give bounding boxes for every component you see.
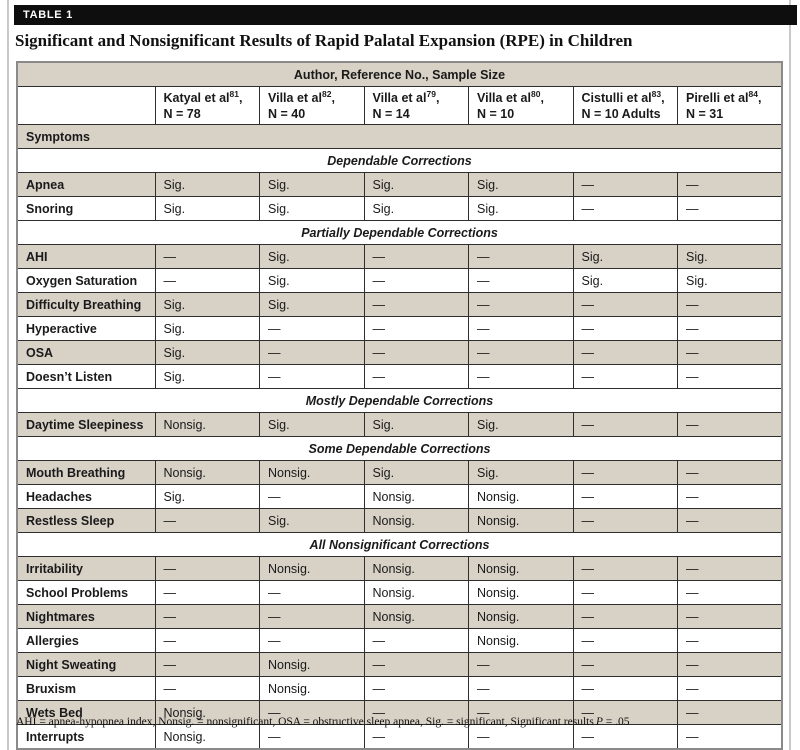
result-cell: —: [260, 629, 365, 653]
symptom-row: [17, 653, 782, 677]
symptom-name-cell: Allergies: [17, 629, 155, 653]
author-comma: ,: [238, 91, 243, 106]
result-cell: —: [678, 509, 783, 533]
table-title: Significant and Nonsignificant Results of Rapid Palatal Expansion (RPE) in Children: [15, 31, 633, 50]
result-cell: —: [678, 341, 783, 365]
result-cell: Sig.: [260, 413, 365, 437]
result-cell: Sig.: [678, 245, 783, 269]
results-table-body: [17, 62, 782, 749]
symptom-row: [17, 725, 782, 750]
result-cell: —: [364, 653, 469, 677]
symptom-name-cell: Irritability: [17, 557, 155, 581]
result-cell: Nonsig.: [469, 509, 574, 533]
result-cell: Sig.: [573, 245, 678, 269]
author-cell: [573, 87, 678, 125]
result-cell: —: [678, 629, 783, 653]
result-cell: —: [678, 605, 783, 629]
result-cell: Sig.: [469, 173, 574, 197]
result-cell: —: [573, 461, 678, 485]
result-cell: —: [573, 629, 678, 653]
symptom-row: [17, 557, 782, 581]
result-cell: —: [260, 725, 365, 750]
result-cell: —: [364, 293, 469, 317]
result-cell: —: [678, 701, 783, 725]
result-cell: —: [678, 173, 783, 197]
symptom-name-cell: AHI: [17, 245, 155, 269]
author-ref: 82: [321, 89, 332, 99]
result-cell: Nonsig.: [260, 653, 365, 677]
result-cell: —: [155, 509, 260, 533]
result-cell: —: [364, 701, 469, 725]
author-sample: N = 10 Adults: [581, 106, 661, 121]
result-cell: —: [678, 365, 783, 389]
result-cell: —: [469, 365, 574, 389]
symptom-name-cell: Oxygen Saturation: [17, 269, 155, 293]
result-cell: —: [573, 365, 678, 389]
table-number-label: TABLE 1: [23, 9, 73, 21]
result-cell: —: [155, 677, 260, 701]
page-edge-right: [789, 0, 791, 750]
result-cell: —: [573, 413, 678, 437]
result-cell: Nonsig.: [364, 509, 469, 533]
result-cell: —: [573, 605, 678, 629]
section-header-cell: All Nonsignificant Corrections: [17, 533, 782, 557]
author-comma: ,: [540, 91, 544, 106]
symptom-row: [17, 461, 782, 485]
result-cell: —: [364, 245, 469, 269]
author-name: Villa et al: [268, 91, 322, 106]
result-cell: —: [469, 269, 574, 293]
result-cell: Sig.: [364, 461, 469, 485]
result-cell: Sig.: [155, 293, 260, 317]
result-cell: —: [260, 317, 365, 341]
symptom-name-cell: Snoring: [17, 197, 155, 221]
result-cell: —: [469, 701, 574, 725]
result-cell: —: [260, 485, 365, 509]
result-cell: —: [260, 605, 365, 629]
result-cell: —: [678, 413, 783, 437]
result-cell: Sig.: [260, 293, 365, 317]
author-name: Katyal et al: [163, 91, 230, 106]
result-cell: —: [155, 269, 260, 293]
result-cell: Nonsig.: [155, 461, 260, 485]
result-cell: —: [364, 269, 469, 293]
author-comma: ,: [331, 91, 335, 106]
author-comma: ,: [758, 91, 762, 106]
result-cell: Sig.: [155, 197, 260, 221]
author-cell: [155, 87, 260, 125]
result-cell: —: [573, 653, 678, 677]
result-cell: —: [364, 629, 469, 653]
result-cell: Sig.: [364, 197, 469, 221]
symptom-name-cell: School Problems: [17, 581, 155, 605]
symptom-name-cell: OSA: [17, 341, 155, 365]
result-cell: —: [155, 557, 260, 581]
symptoms-row: [17, 125, 782, 149]
result-cell: —: [678, 317, 783, 341]
result-cell: Sig.: [155, 341, 260, 365]
symptom-row: [17, 293, 782, 317]
symptom-name-cell: Daytime Sleepiness: [17, 413, 155, 437]
author-comma: ,: [435, 91, 440, 106]
symptom-name-cell: Bruxism: [17, 677, 155, 701]
result-cell: Nonsig.: [469, 629, 574, 653]
result-cell: —: [678, 557, 783, 581]
symptom-name-cell: Nightmares: [17, 605, 155, 629]
author-comma: ,: [661, 91, 665, 106]
result-cell: —: [364, 725, 469, 750]
author-ref: 84: [748, 89, 758, 99]
result-cell: —: [155, 605, 260, 629]
symptom-row: [17, 605, 782, 629]
result-cell: Nonsig.: [364, 485, 469, 509]
author-cell: [260, 87, 365, 125]
result-cell: Sig.: [364, 173, 469, 197]
author-name: Cistulli et al: [581, 91, 652, 106]
author-name: Villa et al: [477, 91, 531, 106]
result-cell: —: [260, 365, 365, 389]
result-cell: Sig.: [260, 173, 365, 197]
section-header-row: [17, 533, 782, 557]
result-cell: —: [573, 341, 678, 365]
symptom-name-cell: Hyperactive: [17, 317, 155, 341]
span-header-row: [17, 62, 782, 87]
corner-cell: [17, 87, 155, 125]
result-cell: Nonsig.: [469, 605, 574, 629]
symptom-name-cell: Wets Bed: [17, 701, 155, 725]
symptom-row: [17, 245, 782, 269]
section-header-row: [17, 221, 782, 245]
symptoms-header-cell: Symptoms: [17, 125, 782, 149]
result-cell: —: [573, 509, 678, 533]
symptom-row: [17, 173, 782, 197]
author-sample: N = 78: [163, 106, 201, 121]
result-cell: —: [364, 341, 469, 365]
symptom-name-cell: Doesn’t Listen: [17, 365, 155, 389]
section-header-row: [17, 149, 782, 173]
result-cell: Nonsig.: [364, 581, 469, 605]
result-cell: —: [678, 485, 783, 509]
result-cell: —: [678, 461, 783, 485]
author-ref: 80: [530, 89, 541, 99]
symptom-row: [17, 629, 782, 653]
result-cell: Nonsig.: [155, 413, 260, 437]
result-cell: Sig.: [155, 485, 260, 509]
result-cell: —: [155, 581, 260, 605]
section-header-cell: Partially Dependable Corrections: [17, 221, 782, 245]
result-cell: Sig.: [155, 317, 260, 341]
symptom-row: [17, 485, 782, 509]
result-cell: Nonsig.: [469, 581, 574, 605]
result-cell: —: [469, 653, 574, 677]
result-cell: Sig.: [260, 245, 365, 269]
result-cell: Nonsig.: [364, 605, 469, 629]
symptom-name-cell: Mouth Breathing: [17, 461, 155, 485]
result-cell: —: [573, 197, 678, 221]
result-cell: —: [573, 173, 678, 197]
table-footnote: [16, 716, 791, 728]
symptom-row: [17, 269, 782, 293]
result-cell: —: [573, 725, 678, 750]
result-cell: —: [573, 557, 678, 581]
section-header-cell: Some Dependable Corrections: [17, 437, 782, 461]
result-cell: —: [469, 317, 574, 341]
result-cell: Sig.: [469, 197, 574, 221]
symptom-name-cell: Apnea: [17, 173, 155, 197]
result-cell: —: [260, 701, 365, 725]
result-cell: —: [678, 653, 783, 677]
result-cell: —: [678, 725, 783, 750]
result-cell: Sig.: [260, 509, 365, 533]
result-cell: Sig.: [155, 365, 260, 389]
page-edge-left: [7, 0, 9, 750]
author-ref: 81: [229, 89, 239, 99]
author-ref: 83: [651, 89, 662, 99]
symptom-name-cell: Interrupts: [17, 725, 155, 750]
result-cell: —: [469, 677, 574, 701]
result-cell: —: [678, 677, 783, 701]
result-cell: Nonsig.: [260, 677, 365, 701]
result-cell: Nonsig.: [260, 461, 365, 485]
symptom-name-cell: Difficulty Breathing: [17, 293, 155, 317]
result-cell: —: [573, 317, 678, 341]
result-cell: Sig.: [260, 269, 365, 293]
author-cell: [678, 87, 783, 125]
result-cell: —: [260, 341, 365, 365]
result-cell: Sig.: [678, 269, 783, 293]
table-number-banner: [14, 5, 797, 25]
result-cell: —: [364, 365, 469, 389]
result-cell: —: [678, 581, 783, 605]
footnote-suffix: = .05: [602, 716, 630, 728]
author-cell: [469, 87, 574, 125]
author-sample: N = 10: [477, 106, 515, 121]
result-cell: —: [678, 197, 783, 221]
author-sample: N = 14: [372, 106, 410, 121]
result-cell: —: [573, 293, 678, 317]
authors-row: [17, 87, 782, 125]
result-cell: Nonsig.: [155, 725, 260, 750]
result-cell: —: [469, 725, 574, 750]
span-header-cell: Author, Reference No., Sample Size: [17, 62, 782, 87]
result-cell: —: [469, 341, 574, 365]
result-cell: —: [260, 581, 365, 605]
result-cell: —: [155, 629, 260, 653]
result-cell: —: [573, 581, 678, 605]
footnote-p: P: [595, 716, 603, 728]
section-header-cell: Dependable Corrections: [17, 149, 782, 173]
symptom-row: [17, 677, 782, 701]
result-cell: —: [155, 653, 260, 677]
author-name: Pirelli et al: [686, 91, 749, 106]
result-cell: Sig.: [364, 413, 469, 437]
author-cell: [364, 87, 469, 125]
symptom-row: [17, 197, 782, 221]
result-cell: Nonsig.: [260, 557, 365, 581]
symptom-row: [17, 581, 782, 605]
result-cell: Nonsig.: [469, 557, 574, 581]
section-header-row: [17, 389, 782, 413]
result-cell: Nonsig.: [155, 701, 260, 725]
section-header-cell: Mostly Dependable Corrections: [17, 389, 782, 413]
symptom-row: [17, 341, 782, 365]
result-cell: Nonsig.: [364, 557, 469, 581]
result-cell: Sig.: [260, 197, 365, 221]
result-cell: Nonsig.: [469, 485, 574, 509]
result-cell: —: [573, 485, 678, 509]
author-ref: 79: [426, 89, 436, 99]
author-sample: N = 40: [268, 106, 306, 121]
result-cell: —: [469, 245, 574, 269]
symptom-name-cell: Restless Sleep: [17, 509, 155, 533]
author-name: Villa et al: [372, 91, 427, 106]
footnote-text: AHI = apnea-hypopnea index, Nonsig. = nonsignificant, OSA = obstructive sleep apnea, Sig. = significant, Significant results: [16, 716, 594, 728]
result-cell: —: [364, 677, 469, 701]
result-cell: —: [573, 701, 678, 725]
result-cell: —: [573, 677, 678, 701]
result-cell: Sig.: [469, 461, 574, 485]
results-table: [16, 61, 783, 750]
symptom-row: [17, 509, 782, 533]
section-header-row: [17, 437, 782, 461]
result-cell: —: [678, 293, 783, 317]
symptom-row: [17, 365, 782, 389]
result-cell: Sig.: [573, 269, 678, 293]
result-cell: —: [155, 245, 260, 269]
symptom-row: [17, 413, 782, 437]
results-table-wrap: [16, 61, 783, 750]
symptom-name-cell: Night Sweating: [17, 653, 155, 677]
result-cell: —: [469, 293, 574, 317]
result-cell: Sig.: [155, 173, 260, 197]
symptom-row: [17, 317, 782, 341]
symptom-name-cell: Headaches: [17, 485, 155, 509]
result-cell: Sig.: [469, 413, 574, 437]
author-sample: N = 31: [686, 106, 724, 121]
result-cell: —: [364, 317, 469, 341]
